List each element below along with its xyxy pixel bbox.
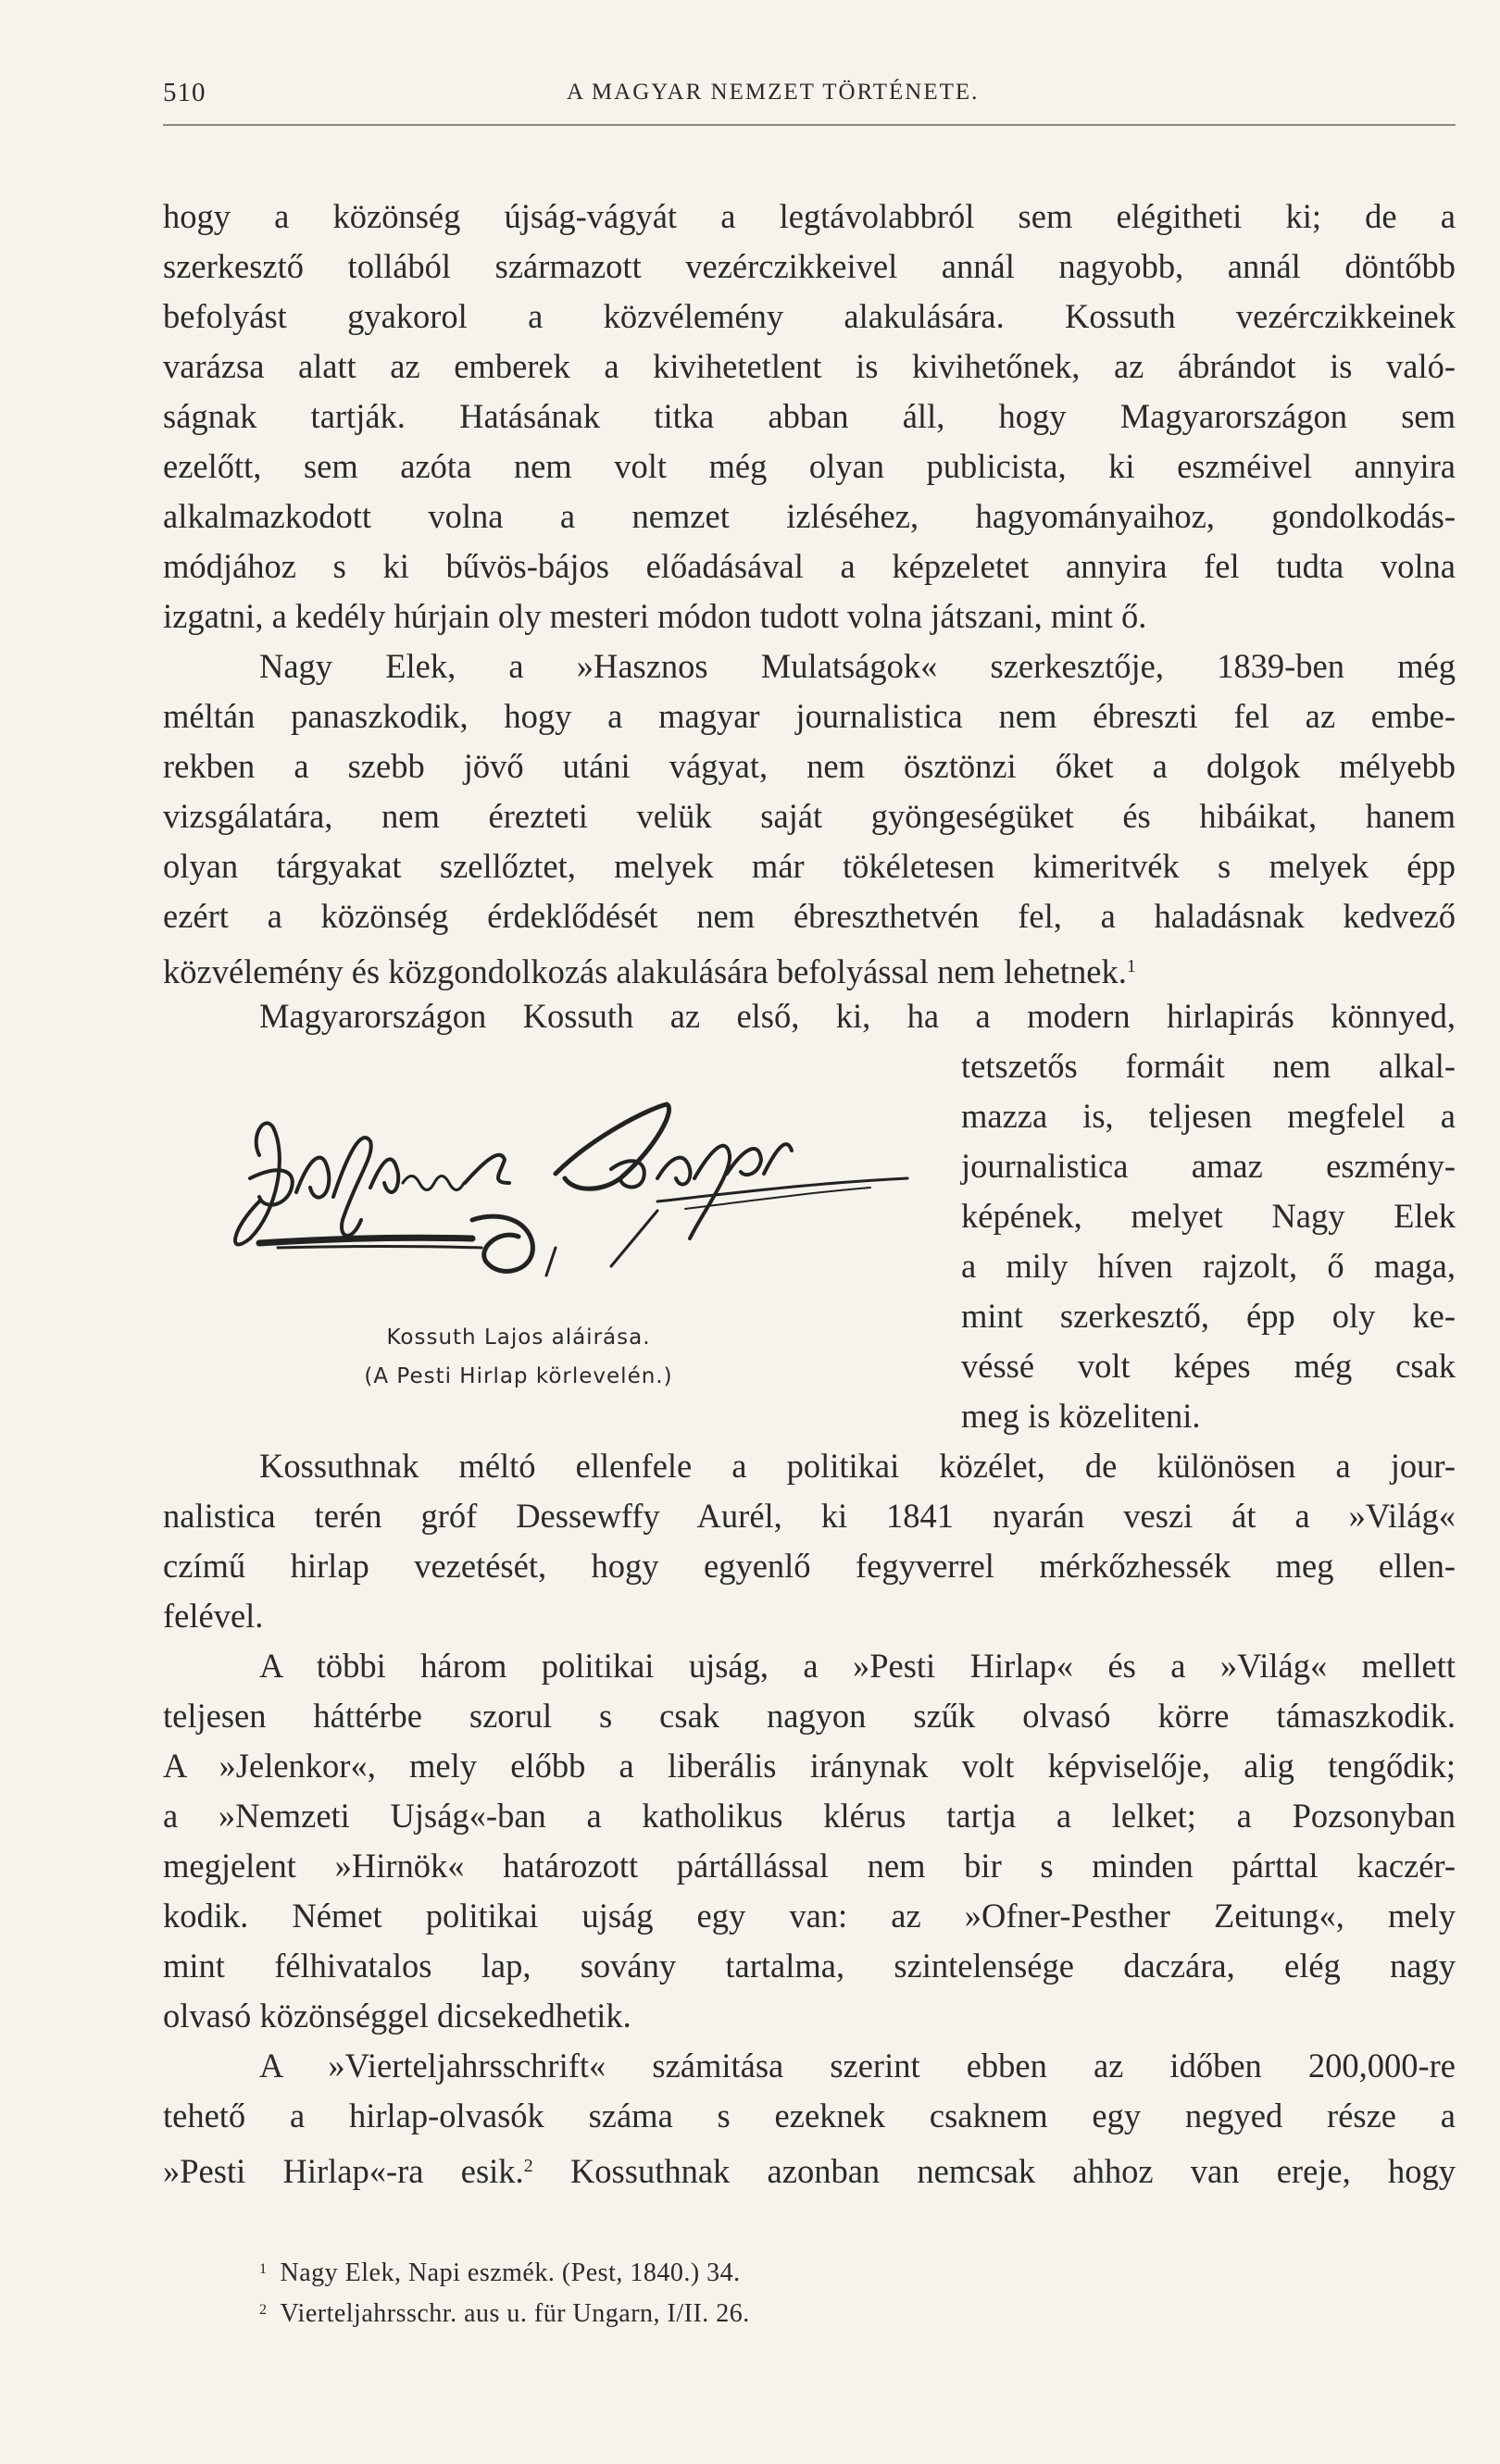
footnote-ref: 2 (523, 2156, 533, 2176)
footnote (259, 2299, 750, 2329)
text-line: izgatni, a kedély húrjain oly mesteri módon tudott volna játszani, mint ő. (163, 597, 1147, 635)
text-line: méltán panaszkodik, hogy a magyar journalistica nem ébreszti fel az embe- (163, 697, 1456, 735)
text-line: képének, melyet Nagy Elek (961, 1197, 1456, 1235)
text-line: varázsa alatt az emberek a kivihetetlent is kivihetőnek, az ábrándot is való- (163, 347, 1456, 385)
text-line: tetszetős formáit nem alkal- (961, 1047, 1456, 1085)
text-line: ságnak tartják. Hatásának titka abban áll, hogy Magyarországon sem (163, 397, 1456, 435)
kossuth-signature-image (222, 1090, 926, 1322)
running-title: A MAGYAR NEMZET TÖRTÉNETE. (567, 80, 980, 105)
text-line: felével. (163, 1597, 264, 1635)
text-line: kodik. Német politikai ujság egy van: az »Ofner-Pesther Zeitung«, mely (163, 1897, 1456, 1935)
text-line: nalistica terén gróf Dessewffy Aurél, ki 1841 nyarán veszi át a »Világ« (163, 1497, 1456, 1535)
text-line: ezelőtt, sem azóta nem volt még olyan publicista, ki eszméivel annyira (163, 447, 1456, 485)
text-line: véssé volt képes még csak (961, 1347, 1456, 1385)
text-line: megjelent »Hirnök« határozott pártállással nem bir s minden párttal kaczér- (163, 1847, 1456, 1885)
text-line: Kossuthnak méltó ellenfele a politikai közélet, de különösen a jour- (259, 1447, 1456, 1485)
text-line: vizsgálatára, nem érezteti velük saját gyöngeségüket és hibáikat, hanem (163, 797, 1456, 835)
text-line: szerkesztő tollából származott vezérczikkeivel annál nagyobb, annál döntőbb (163, 247, 1456, 285)
text-line: mint szerkesztő, épp oly ke- (961, 1297, 1456, 1335)
text-span: »Pesti Hirlap«-ra esik.$^2$ Kossuthnak azonban nemcsak ahhoz van ereje, hogy (163, 2152, 1456, 2190)
text-line (163, 941, 1456, 997)
text-line: A »Vierteljahrsschrift« számitása szerint ebben az időben 200,000-re (259, 2047, 1456, 2084)
text-line: a »Nemzeti Ujság«-ban a katholikus klérus tartja a lelket; a Pozsonyban (163, 1797, 1456, 1835)
footnote-text: Nagy Elek, Napi eszmék. (Pest, 1840.) 34. (280, 2259, 741, 2287)
text-line: befolyást gyakorol a közvélemény alakulására. Kossuth vezérczikkeinek (163, 297, 1456, 335)
text-line: mazza is, teljesen megfelel a (961, 1097, 1456, 1135)
figure-caption: Kossuth Lajos aláirása. (386, 1325, 651, 1350)
text-line: A »Jelenkor«, mely előbb a liberális iránynak volt képviselője, alig tengődik; (163, 1747, 1456, 1785)
text-line: Nagy Elek, a »Hasznos Mulatságok« szerkesztője, 1839-ben még (259, 647, 1456, 685)
text-line: alkalmazkodott volna a nemzet izléséhez, hagyományaihoz, gondolkodás- (163, 497, 1456, 535)
footnote-ref: 1 (1126, 956, 1136, 977)
text-line: olvasó közönséggel dicsekedhetik. (163, 1997, 631, 2035)
footnote-number: 2 (259, 2302, 268, 2318)
text-line (163, 2141, 1456, 2196)
text-line: journalistica amaz eszmény- (961, 1147, 1456, 1185)
text-line: tehető a hirlap-olvasók száma s ezeknek csaknem egy negyed része a (163, 2097, 1456, 2134)
text-line: ezért a közönség érdeklődését nem ébreszthetvén fel, a haladásnak kedvező (163, 897, 1456, 935)
text-line: czímű hirlap vezetését, hogy egyenlő fegyverrel mérkőzhessék meg ellen- (163, 1547, 1456, 1585)
text-line: hogy a közönség újság-vágyát a legtávolabbról sem elégitheti ki; de a (163, 197, 1456, 235)
text-line: a mily híven rajzolt, ő maga, (961, 1247, 1456, 1285)
page-number: 510 (163, 78, 206, 107)
figure-caption-source: (A Pesti Hirlap körlevelén.) (364, 1364, 673, 1388)
text-line: olyan tárgyakat szellőztet, melyek már tökéletesen kimeritvék s melyek épp (163, 847, 1456, 885)
text-line: rekben a szebb jövő utáni vágyat, nem ösztönzi őket a dolgok mélyebb (163, 747, 1456, 785)
text-line: teljesen háttérbe szorul s csak nagyon szűk olvasó körre támaszkodik. (163, 1697, 1456, 1735)
text-line: A többi három politikai ujság, a »Pesti Hirlap« és a »Világ« mellett (259, 1647, 1456, 1685)
footnote (259, 2259, 741, 2288)
text-line: módjához s ki bűvös-bájos előadásával a képzeletet annyira fel tudta volna (163, 547, 1456, 585)
header-rule (163, 124, 1456, 126)
text-line: meg is közeliteni. (961, 1397, 1201, 1435)
text-line: mint félhivatalos lap, sovány tartalma, szintelensége daczára, elég nagy (163, 1947, 1456, 1985)
text-span: közvélemény és közgondolkozás alakulására befolyással nem lehetnek. (163, 952, 1127, 990)
text-line: Magyarországon Kossuth az első, ki, ha a modern hirlapirás könnyed, (259, 997, 1456, 1035)
footnote-number: 1 (259, 2261, 268, 2277)
footnote-text: Vierteljahrsschr. aus u. für Ungarn, I/II. 26. (280, 2299, 750, 2328)
